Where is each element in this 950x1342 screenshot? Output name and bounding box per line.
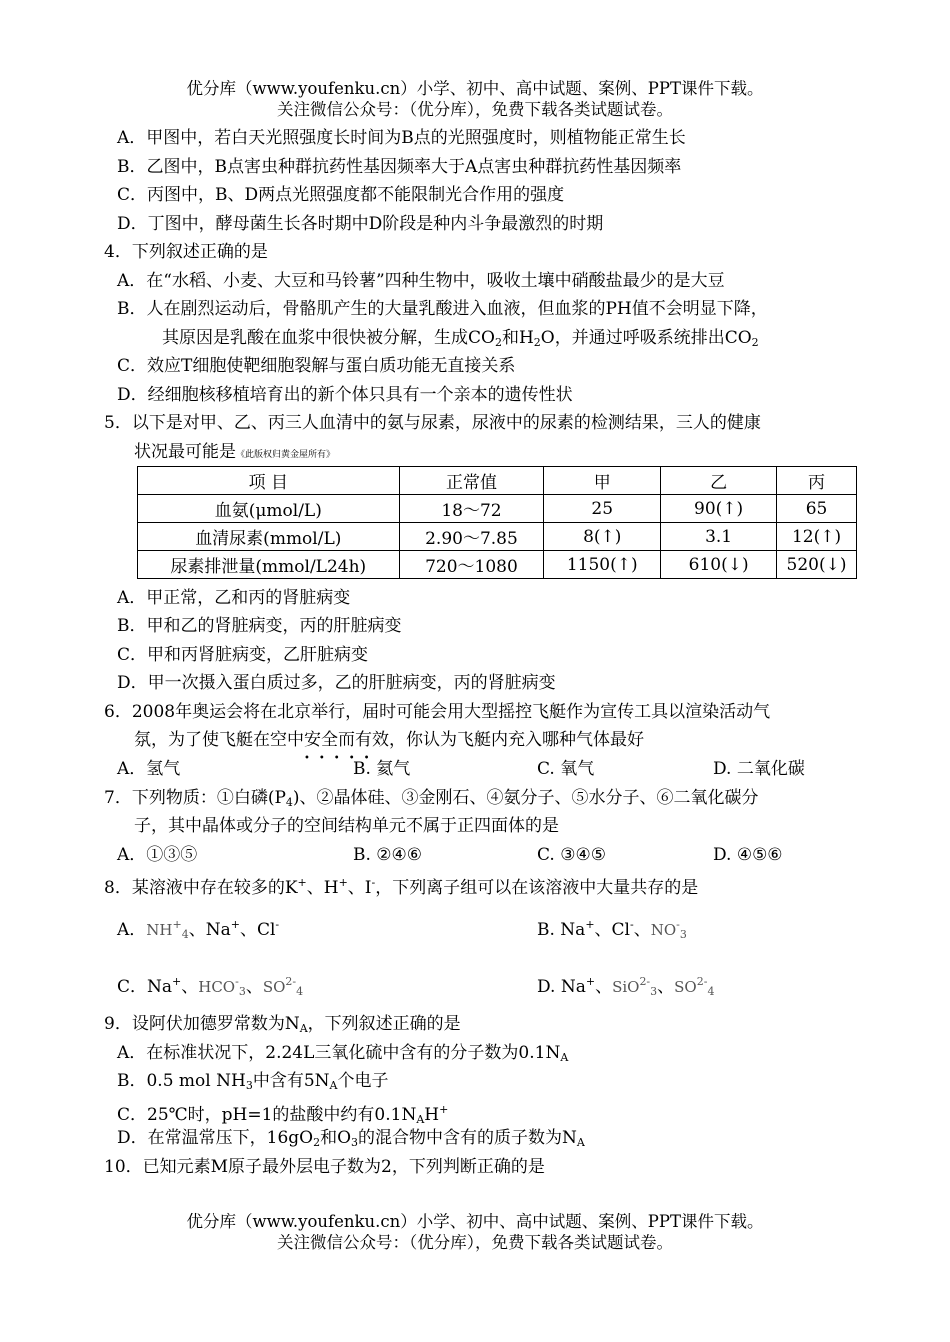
table-cell: 610(↓) (661, 551, 777, 579)
header-line-1: 优分库（www.youfenku.cn）小学、初中、高中试题、案例、PPT课件下载。 (186, 79, 764, 98)
q8-option-a: A．$NH^+_4$、Na+、Cl- (117, 918, 280, 941)
footer-line-1: 优分库（www.youfenku.cn）小学、初中、高中试题、案例、PPT课件下载。 (186, 1212, 764, 1231)
q6-stem-line1: 6．2008年奥运会将在北京举行，届时可能会用大型摇控飞艇作为宣传工具以渲染活动气 (104, 702, 771, 722)
q5-option-a: A．甲正常，乙和丙的肾脏病变 (117, 588, 351, 608)
q6-stem-line2: 氛，为了使飞艇在空中安全而有效 ••••• ，你认为飞艇内充入哪种气体最好 (134, 728, 644, 752)
q7-option-a: A．①③⑤ (117, 845, 198, 865)
q3-option-b: B．乙图中，B点害虫种群抗药性基因频率大于A点害虫种群抗药性基因频率 (117, 157, 682, 177)
table-cell: 65 (777, 495, 857, 523)
q8-stem: 8．某溶液中存在较多的K+、H+、I-，下列离子组可以在该溶液中大量共存的是 (104, 876, 699, 898)
table-row (138, 523, 857, 551)
table-header: 丙 (777, 467, 857, 495)
table-cell: 520(↓) (777, 551, 857, 579)
q6-option-c: C. 氧气 (537, 759, 595, 779)
q9-option-b: B．0.5 mol $NH_3$中含有$5N_A$个电子 (117, 1071, 389, 1092)
q4-option-b-line2: 其原因是乳酸在血浆中很快被分解，生成$CO_2$和$H_2O$，并通过呼吸系统排出$CO_2$ (162, 328, 759, 349)
table-row (138, 495, 857, 523)
table-cell: 血氨(μmol/L) (138, 495, 400, 523)
q4-option-c: C．效应T细胞使靶细胞裂解与蛋白质功能无直接关系 (117, 356, 516, 376)
q4-option-b-line1: B．人在剧烈运动后，骨骼肌产生的大量乳酸进入血液，但血浆的PH值不会明显下降， (117, 299, 768, 319)
table-cell: 720～1080 (399, 551, 544, 579)
q10-stem: 10．已知元素M原子最外层电子数为2，下列判断正确的是 (104, 1157, 545, 1177)
table-header: 正常值 (399, 467, 544, 495)
table-header: 项 目 (138, 467, 400, 495)
q3-option-a: A．甲图中，若白天光照强度长时间为B点的光照强度时，则植物能正常生长 (117, 128, 686, 148)
q4-option-d: D．经细胞核移植培育出的新个体只具有一个亲本的遗传性状 (117, 385, 573, 405)
q5-stem-line1: 5．以下是对甲、乙、丙三人血清中的氨与尿素，尿液中的尿素的检测结果，三人的健康 (104, 413, 761, 433)
q6-option-b: B. 氦气 (353, 759, 411, 779)
q5-stem-line2: 状况最可能是《此版权归黄金屋所有》 (134, 442, 336, 462)
table-cell: 18～72 (399, 495, 544, 523)
q9-option-c: C．25℃时，pH=1的盐酸中约有$0.1N_AH^+$ (117, 1103, 449, 1126)
q9-option-d: D．在常温常压下，$16gO_2$和$O_3$的混合物中含有的质子数为$N_A$ (117, 1128, 585, 1149)
table-cell: 血清尿素(mmol/L) (138, 523, 400, 551)
q9-stem: 9．设阿伏加德罗常数为$N_A$，下列叙述正确的是 (104, 1014, 461, 1035)
q6-option-d: D. 二氧化碳 (713, 759, 805, 779)
q7-stem-line1: 7．下列物质：①白磷$(P_4)$、②晶体硅、③金刚石、④氨分子、⑤水分子、⑥二氧化碳分 (104, 788, 759, 809)
table-cell: 1150(↑) (544, 551, 661, 579)
q4-stem: 4．下列叙述正确的是 (104, 242, 268, 262)
table-cell: 8(↑) (544, 523, 661, 551)
q9-option-a: A．在标准状况下，2.24L三氧化硫中含有的分子数为$0.1N_A$ (117, 1043, 569, 1064)
table-header: 乙 (661, 467, 777, 495)
q7-option-b: B. ②④⑥ (353, 845, 423, 865)
table-cell: 90(↑) (661, 495, 777, 523)
q7-option-d: D. ④⑤⑥ (713, 845, 783, 865)
table-cell: 25 (544, 495, 661, 523)
table-header-row (138, 467, 857, 495)
table-cell: 12(↑) (777, 523, 857, 551)
emphasis-dots: ••••• (304, 753, 379, 764)
q5-option-c: C．甲和丙肾脏病变，乙肝脏病变 (117, 645, 369, 665)
footer-line-2: 关注微信公众号：（优分库），免费下载各类试题试卷。 (277, 1233, 673, 1252)
q7-stem-line2: 子，其中晶体或分子的空间结构单元不属于正四面体的是 (134, 816, 559, 836)
q3-option-d: D．丁图中，酵母菌生长各时期中D阶段是种内斗争最激烈的时期 (117, 214, 604, 234)
q5-table (137, 466, 857, 579)
q6-option-a: A．氢气 (117, 759, 181, 779)
q5-option-b: B．甲和乙的肾脏病变，丙的肝脏病变 (117, 616, 402, 636)
table-cell: 2.90～7.85 (399, 523, 544, 551)
q8-option-c: C．Na+、$HCO^-_3$、$SO^{2-}_4$ (117, 975, 304, 998)
q8-option-b: B. Na+、Cl-、$NO^-_3$ (537, 918, 687, 941)
table-cell: 尿素排泄量(mmol/L24h) (138, 551, 400, 579)
table-header: 甲 (544, 467, 661, 495)
watermark: 《此版权归黄金屋所有》 (236, 450, 336, 460)
table-cell: 3.1 (661, 523, 777, 551)
q3-option-c: C．丙图中，B、D两点光照强度都不能限制光合作用的强度 (117, 185, 565, 205)
table-row (138, 551, 857, 579)
q4-option-a: A．在“水稻、小麦、大豆和马铃薯”四种生物中，吸收土壤中硝酸盐最少的是大豆 (117, 271, 725, 291)
q7-option-c: C. ③④⑤ (537, 845, 606, 865)
header-line-2: 关注微信公众号：（优分库），免费下载各类试题试卷。 (277, 100, 673, 119)
q5-option-d: D．甲一次摄入蛋白质过多，乙的肝脏病变，丙的肾脏病变 (117, 673, 556, 693)
q8-option-d: D. Na+、SiO$^{2-}_3$、$SO^{2-}_4$ (537, 975, 715, 998)
